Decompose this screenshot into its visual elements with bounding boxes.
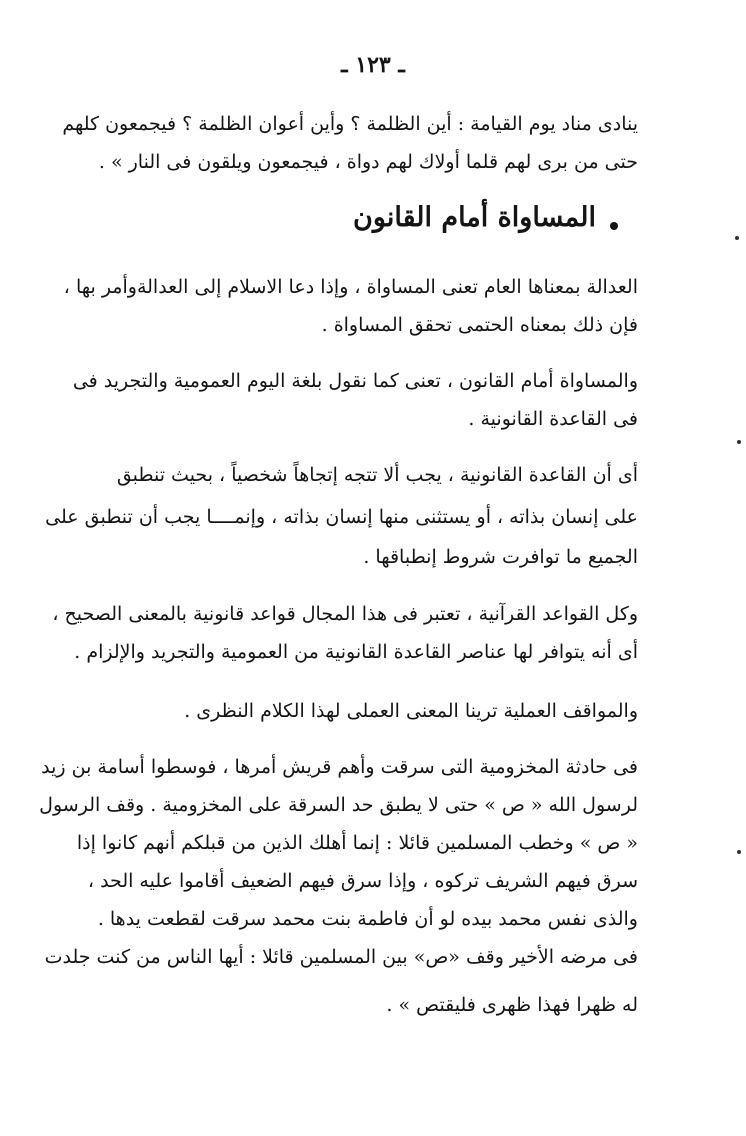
text-line: والمواقف العملية ترينا المعنى العملى لهذا الكلام النظرى . — [184, 700, 638, 722]
text-line: حتى من برى لهم قلما أولاك لهم دواة ، فيجمعون ويلقون فى النار » . — [98, 151, 638, 173]
text-line: فى مرضه الأخير وقف «ص» بين المسلمين قائلا : أيها الناس من كنت جلدت — [44, 946, 638, 968]
scan-speck — [737, 440, 741, 444]
page-number: ـ ١٢٣ ـ — [341, 52, 405, 78]
text-line: فإن ذلك بمعناه الحتمى تحقق المساواة . — [321, 314, 638, 336]
text-line: أى أن القاعدة القانونية ، يجب ألا تتجه إتجاهاً شخصياً ، بحيث تنطبق — [116, 464, 638, 486]
text-line: لرسول الله « ص » حتى لا يطبق حد السرقة على المخزومية . وقف الرسول — [39, 794, 638, 816]
text-line: الجميع ما توافرت شروط إنطباقها . — [363, 546, 638, 568]
text-line: له ظهرا فهذا ظهرى فليقتص » . — [386, 994, 638, 1016]
text-line: « ص » وخطب المسلمين قائلا : إنما أهلك الذين من قبلكم أنهم كانوا إذا — [76, 832, 638, 854]
section-heading: المساواة أمام القانون — [353, 202, 596, 233]
scan-speck — [735, 236, 739, 240]
heading-bullet — [610, 222, 618, 230]
text-line: فى القاعدة القانونية . — [468, 408, 638, 430]
text-line: فى حادثة المخزومية التى سرقت وأهم قريش أمرها ، فوسطوا أسامة بن زيد — [41, 756, 638, 778]
text-line: والذى نفس محمد بيده لو أن فاطمة بنت محمد سرقت لقطعت يدها . — [97, 908, 638, 930]
scan-speck — [737, 850, 741, 854]
text-line: وكل القواعد القرآنية ، تعتبر فى هذا المجال قواعد قانونية بالمعنى الصحيح ، — [52, 603, 638, 625]
text-line: والمساواة أمام القانون ، تعنى كما نقول بلغة اليوم العمومية والتجريد فى — [72, 370, 638, 392]
text-line: ينادى مناد يوم القيامة : أين الظلمة ؟ وأين أعوان الظلمة ؟ فيجمعون كلهم — [62, 113, 638, 135]
text-line: أى أنه يتوافر لها عناصر القاعدة القانونية من العمومية والتجريد والإلزام . — [74, 641, 638, 663]
text-line: العدالة بمعناها العام تعنى المساواة ، وإذا دعا الاسلام إلى العدالةوأمر بها ، — [63, 276, 638, 298]
text-line: على إنسان بذاته ، أو يستثنى منها إنسان بذاته ، وإنمــــا يجب أن تنطبق على — [45, 506, 638, 528]
text-line: سرق فيهم الشريف تركوه ، وإذا سرق فيهم الضعيف أقاموا عليه الحد ، — [87, 870, 638, 892]
